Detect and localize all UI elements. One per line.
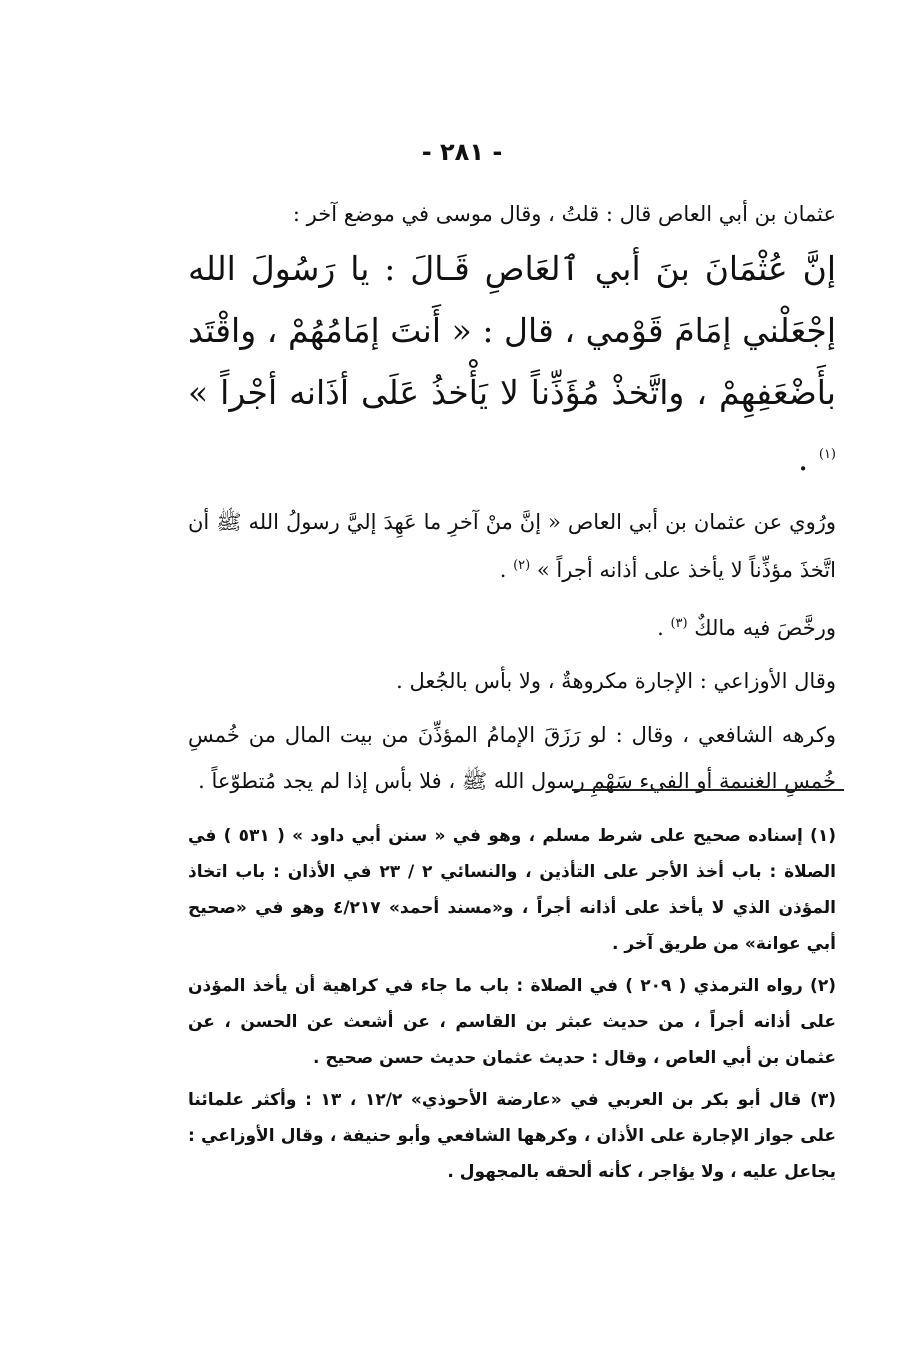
paragraph-shafii: وكرهه الشافعي ، وقال : لو رَزَقَ الإمامُ المؤذِّنَ من بيت المال من خُمسِ خُمسِ الغنيمة أو الفيء سَهْمِ رسول الله ﷺ ، فلا بأس إذا لم يجد مُتطوّعاً . <box>188 723 836 793</box>
paragraph-awzai: وقال الأوزاعي : الإجارة مكروهةٌ ، ولا بأس بالجُعل . <box>396 669 836 693</box>
page-number: - ٢٨١ - <box>421 138 503 166</box>
paragraph-malik-text: ورخَّصَ فيه مالكٌ <box>687 616 836 640</box>
hadith-quote <box>188 238 836 490</box>
paragraph-riwaya <box>188 500 836 592</box>
paragraph-malik <box>188 602 836 650</box>
footnotes <box>188 818 836 1196</box>
paragraph-riwaya-end: . <box>499 558 514 582</box>
footnote-ref-2[interactable]: (٢) <box>513 558 531 573</box>
footnote-ref-3[interactable]: (٣) <box>670 616 688 631</box>
footnote-divider <box>572 789 844 791</box>
hadith-quote-end: . <box>797 439 819 478</box>
paragraph-riwaya-text: ورُوي عن عثمان بن أبي العاص « إنَّ منْ آخرِ ما عَهِدَ إليَّ رسولُ الله ﷺ أن اتَّخذَ مؤذِّناً لا يأخذ على أذانه أجراً » <box>188 510 836 582</box>
hadith-quote-text: إنَّ عُثْمَانَ بنَ أبي ٱلعَاصِ قَـالَ : يا رَسُولَ الله إجْعَلْني إمَامَ قَوْمي ، قال : « أَنتَ إمَامُهُمْ ، واقْتَد بأَضْعَفِهِمْ ، واتَّخذْ مُؤَذِّناً لا يَأْخذُ عَلَى أذَانه أجْراً » <box>188 249 836 412</box>
footnote-1: (١) إسناده صحيح على شرط مسلم ، وهو في « سنن أبي داود » ( ٥٣١ ) في الصلاة : باب أخذ الأجر على التأذين ، والنسائي ٢ / ٢٣ في الأذان : باب اتخاذ المؤذن الذي لا يأخذ على أذانه أجراً ، و«مسند أحمد» ٤/٢١٧ وهو في «صحيح أبي عوانة» من طريق آخر . <box>188 826 837 954</box>
main-text <box>188 196 836 804</box>
footnote-ref-1[interactable]: (١) <box>818 447 836 462</box>
intro-line: عثمان بن أبي العاص قال : قلتُ ، وقال موسى في موضع آخر : <box>292 202 836 226</box>
footnote-3: (٣) قال أبو بكر بن العربي في «عارضة الأحوذي» ١٢/٢ ، ١٣ : وأكثر علمائنا على جواز الإجارة على الأذان ، وكرهها الشافعي وأبو حنيفة ، وقال الأوزاعي : يجاعل عليه ، ولا يؤاجر ، كأنه ألحقه بالمجهول . <box>188 1090 836 1182</box>
paragraph-malik-end: . <box>657 616 671 640</box>
footnote-2: (٢) رواه الترمذي ( ٢٠٩ ) في الصلاة : باب ما جاء في كراهية أن يأخذ المؤذن على أذانه أجراً ، من حديث عبثر بن القاسم ، عن أشعث عن الحسن ، عن عثمان بن أبي العاص ، وقال : حديث عثمان حديث حسن صحيح . <box>188 976 836 1068</box>
